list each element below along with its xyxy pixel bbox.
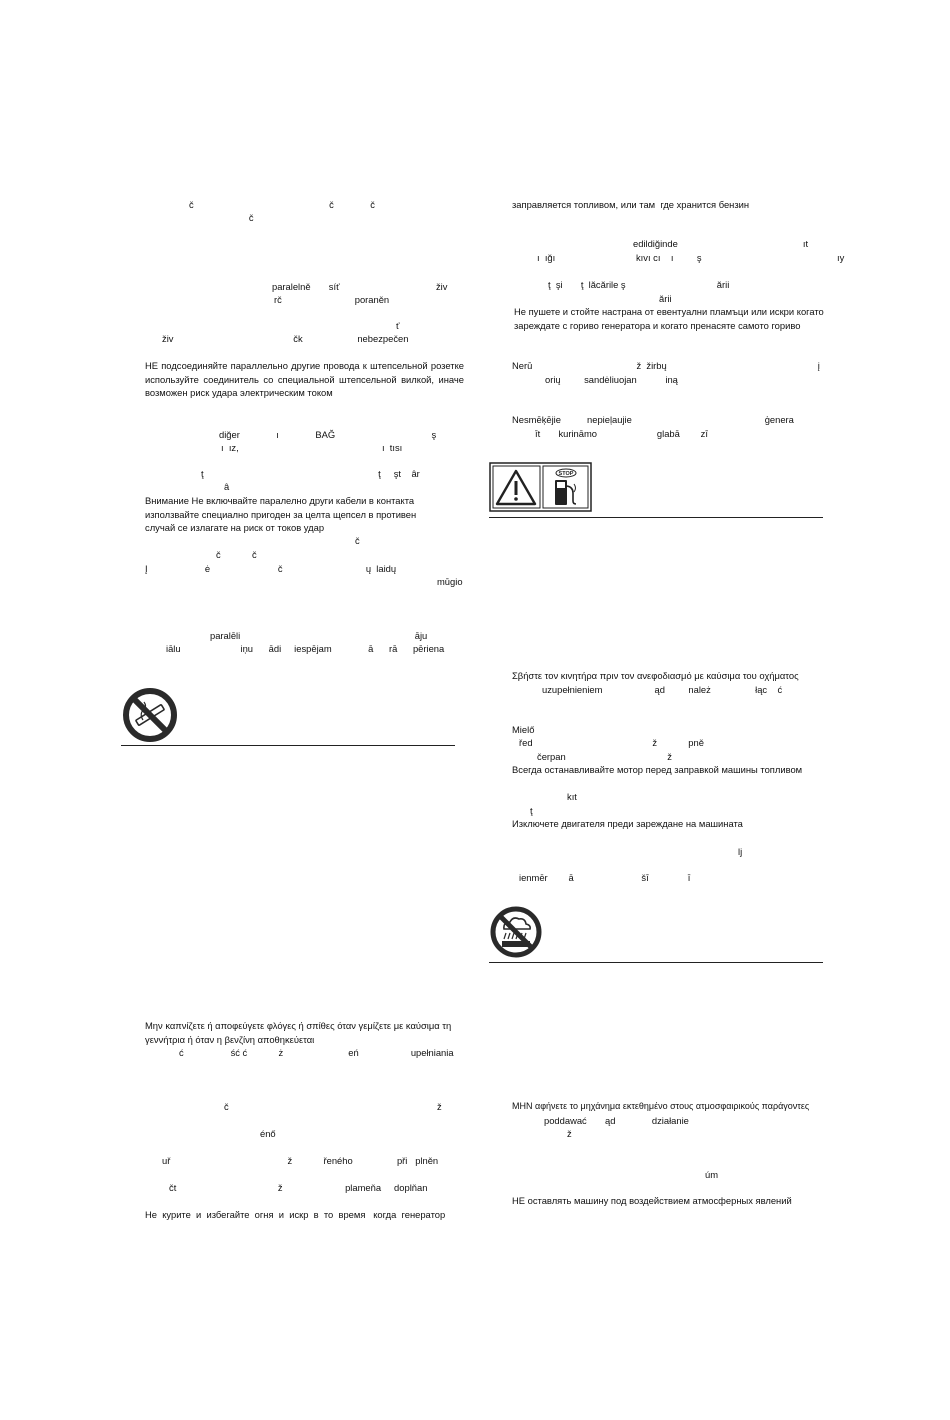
text-line: mūgio — [437, 576, 463, 587]
text-line: Mielő — [512, 724, 535, 735]
section-divider — [121, 745, 455, 746]
weather-warning-el: ΜΗΝ αφήνετε το μηχάνημα εκτεθημένο στους ατμοσφαιρικούς παράγοντες — [512, 1101, 810, 1111]
nosmoke-warning-ru: Не курите и избегайте огня и искр в то время когда генератор — [145, 1209, 446, 1220]
text-line: č — [189, 212, 254, 223]
text-line: diğer ı BAĞ ş — [219, 429, 437, 440]
text-line: ž — [567, 1128, 572, 1139]
text-line: rč poraněn — [274, 294, 390, 305]
text-line: lj — [738, 846, 743, 857]
no-rain-exposure-icon — [489, 905, 543, 959]
text-line: poddawać ąd działanie — [544, 1115, 689, 1126]
text-line: Nesmēķējie nepieļaujie ģenera — [512, 414, 794, 425]
no-smoking-icon — [121, 686, 179, 744]
text-line: č č č — [189, 199, 375, 210]
engine-warning-ru: Всегда останавливайте мотор перед заправкой машины топливом — [512, 764, 803, 775]
text-line: â — [224, 481, 230, 492]
text-line: řed ž pně — [519, 737, 704, 748]
engine-warning-el: Σβήστε τον κινητήρα πριν τον ανεφοδιασμό με καύσιμα του οχήματος — [512, 670, 799, 681]
text-line: Į ė č ų laidų — [145, 563, 397, 574]
fuel-warning-ru-continued: заправляется топливом, или там где хранится бензин — [512, 199, 750, 210]
text-line: ţ şi ţ lăcările ş ării — [548, 279, 730, 290]
text-line: ţ ţ şt âr — [201, 468, 420, 479]
section-divider — [489, 517, 823, 518]
text-line: živ čk nebezpečen — [162, 333, 409, 344]
text-line: īt kurināmo glabā zī — [535, 428, 708, 439]
text-line: énő — [260, 1128, 276, 1139]
stop-sign-label: STOP — [558, 471, 574, 478]
parallel-warning-ru: НЕ подсоединяйте параллельно другие провода к штепсельной розетке используйте соединитель со специальной штепсельной вилкой, иначе возможен риск удара электрическим током — [145, 360, 464, 398]
text-line: uř ž řeného při plněn — [162, 1155, 439, 1166]
text-line: uzupełnieniem ąd należ łąc ć — [542, 684, 783, 695]
text-line: paralelně síť živ — [272, 281, 448, 292]
text-line: č ž — [224, 1101, 442, 1112]
text-line: paralēli āju — [210, 630, 428, 641]
nosmoke-warning-bg: Не пушете и стойте настрана от евентуални пламъци или искри когато зареждате с гориво генератора и когато пренасяте самото гориво — [514, 306, 824, 331]
nosmoke-warning-el: Μην καπνίζετε ή αποφεύγετε φλόγες ή σπίθες όταν γεμίζετε με καύσιμα τη γεννήτρια ή όταν η βενζίνη αποθηκεύεται — [145, 1020, 452, 1045]
fuel-stop-warning-icon — [489, 462, 592, 512]
text-line: č — [355, 535, 360, 546]
text-line: Nerū ž žirbų į — [512, 360, 820, 371]
text-line: edildiğinde ıt — [633, 238, 809, 249]
text-line: ı ığı kıvı cı ı ş ıy — [537, 252, 845, 263]
text-line: č č — [216, 549, 257, 560]
text-line: ţ — [530, 805, 533, 816]
weather-warning-ru: НЕ оставлять машину под воздействием атмосферных явлений — [512, 1195, 792, 1206]
text-line: úm — [705, 1169, 719, 1180]
section-divider — [489, 962, 823, 963]
text-line: ť — [396, 320, 400, 331]
text-line: ării — [659, 293, 672, 304]
text-line: iālu iņu ādi iespējam ā rā pēriena — [166, 643, 445, 654]
text-line: ienmēr ā šī ī — [519, 872, 691, 883]
text-line: kıt — [567, 791, 577, 802]
text-line: ı ız, ı tısı — [221, 442, 403, 453]
text-line: orių sandėliuojan iną — [545, 374, 678, 385]
engine-warning-bg: Изключете двигателя преди зареждане на машината — [512, 818, 743, 829]
text-line: čerpan ž — [537, 751, 672, 762]
text-line: čt ž plameňa doplňan — [169, 1182, 428, 1193]
parallel-warning-bg: Внимание Не включвайте паралелно други кабели в контакта използвайте специално пригоден за целта щепсел в противен случай се излагате на риск от токов удар — [145, 495, 417, 533]
text-line: ć ść ć ż eń upełniania — [179, 1047, 454, 1058]
